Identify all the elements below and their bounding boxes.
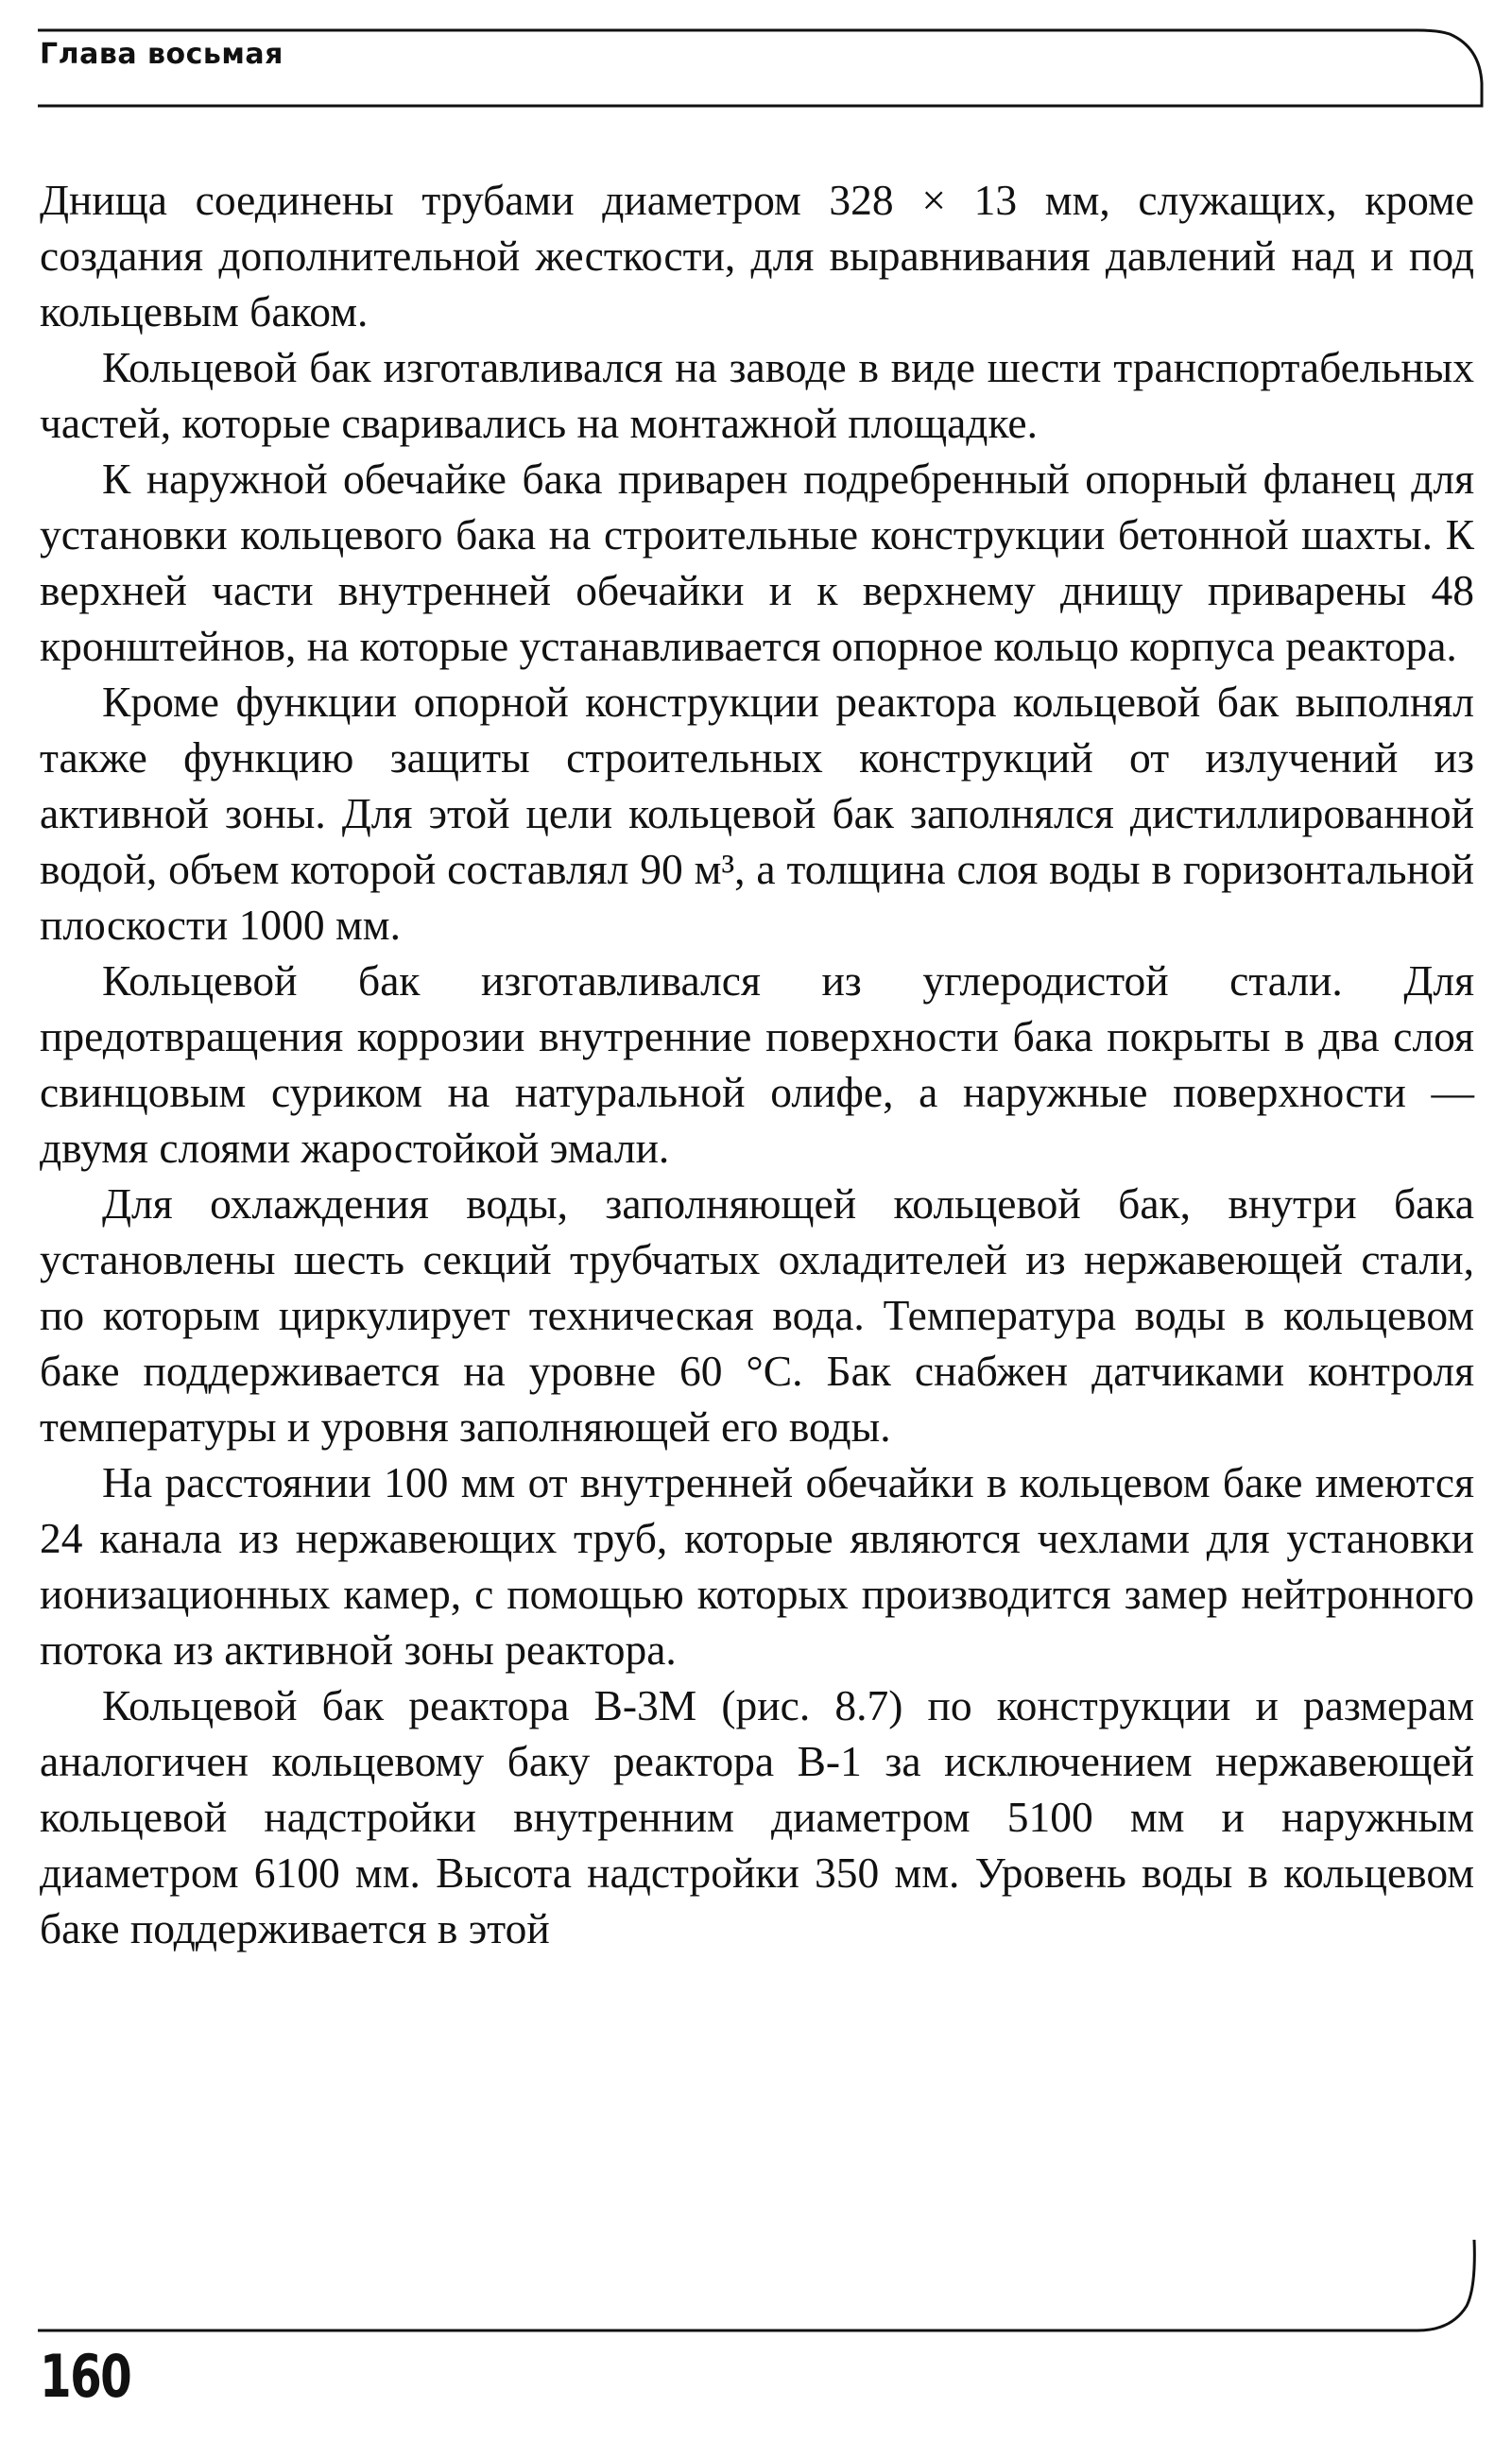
running-header: Глава восьмая	[40, 38, 284, 71]
paragraph-7: На расстоянии 100 мм от внутренней обечайки в кольцевом баке имеются 24 канала из нержавеющих труб, которые являются чехлами для установки ионизационных камер, с помощью которых производится замер нейтронного потока из активной зоны реактора.	[40, 1458, 1474, 1674]
paragraph-1: Днища соединены трубами диаметром 328 × 13 мм, служащих, кроме создания дополнительной жесткости, для выравнивания давлений над и под кольцевым баком.	[40, 176, 1474, 335]
page-number: 160	[40, 2342, 131, 2411]
paragraph-6: Для охлаждения воды, заполняющей кольцевой бак, внутри бака установлены шесть секций трубчатых охладителей из нержавеющей стали, по которым циркулирует техническая вода. Температура воды в кольцевом баке поддерживается на уровне 60 °С. Бак снабжен датчиками контроля температуры и уровня заполняющей его воды.	[40, 1179, 1474, 1451]
paragraph-2: Кольцевой бак изготавливался на заводе в виде шести транспортабельных частей, которые сваривались на монтажной площадке.	[40, 343, 1474, 447]
paragraph-4: Кроме функции опорной конструкции реактора кольцевой бак выполнял также функцию защиты строительных конструкций от излучений из активной зоны. Для этой цели кольцевой бак заполнялся дистиллированной водой, объем которой составлял 90 м³, а толщина слоя воды в горизонтальной плоскости 1000 мм.	[40, 678, 1474, 949]
body-text	[40, 172, 1474, 1956]
header-rule	[0, 0, 1512, 123]
paragraph-5: Кольцевой бак изготавливался из углеродистой стали. Для предотвращения коррозии внутренние поверхности бака покрыты в два слоя свинцовым суриком на натуральной олифе, а наружные поверхности — двумя слоями жаростойкой эмали.	[40, 956, 1474, 1172]
paragraph-8: Кольцевой бак реактора В-3М (рис. 8.7) по конструкции и размерам аналогичен кольцевому баку реактора В-1 за исключением нержавеющей кольцевой надстройки внутренним диаметром 5100 мм и наружным диаметром 6100 мм. Высота надстройки 350 мм. Уровень воды в кольцевом баке поддерживается в этой	[40, 1681, 1474, 1952]
paragraph-3: К наружной обечайке бака приварен подребренный опорный фланец для установки кольцевого бака на строительные конструкции бетонной шахты. К верхней части внутренней обечайки и к верхнему днищу приварены 48 кронштейнов, на которые устанавливается опорное кольцо корпуса реактора.	[40, 455, 1474, 670]
